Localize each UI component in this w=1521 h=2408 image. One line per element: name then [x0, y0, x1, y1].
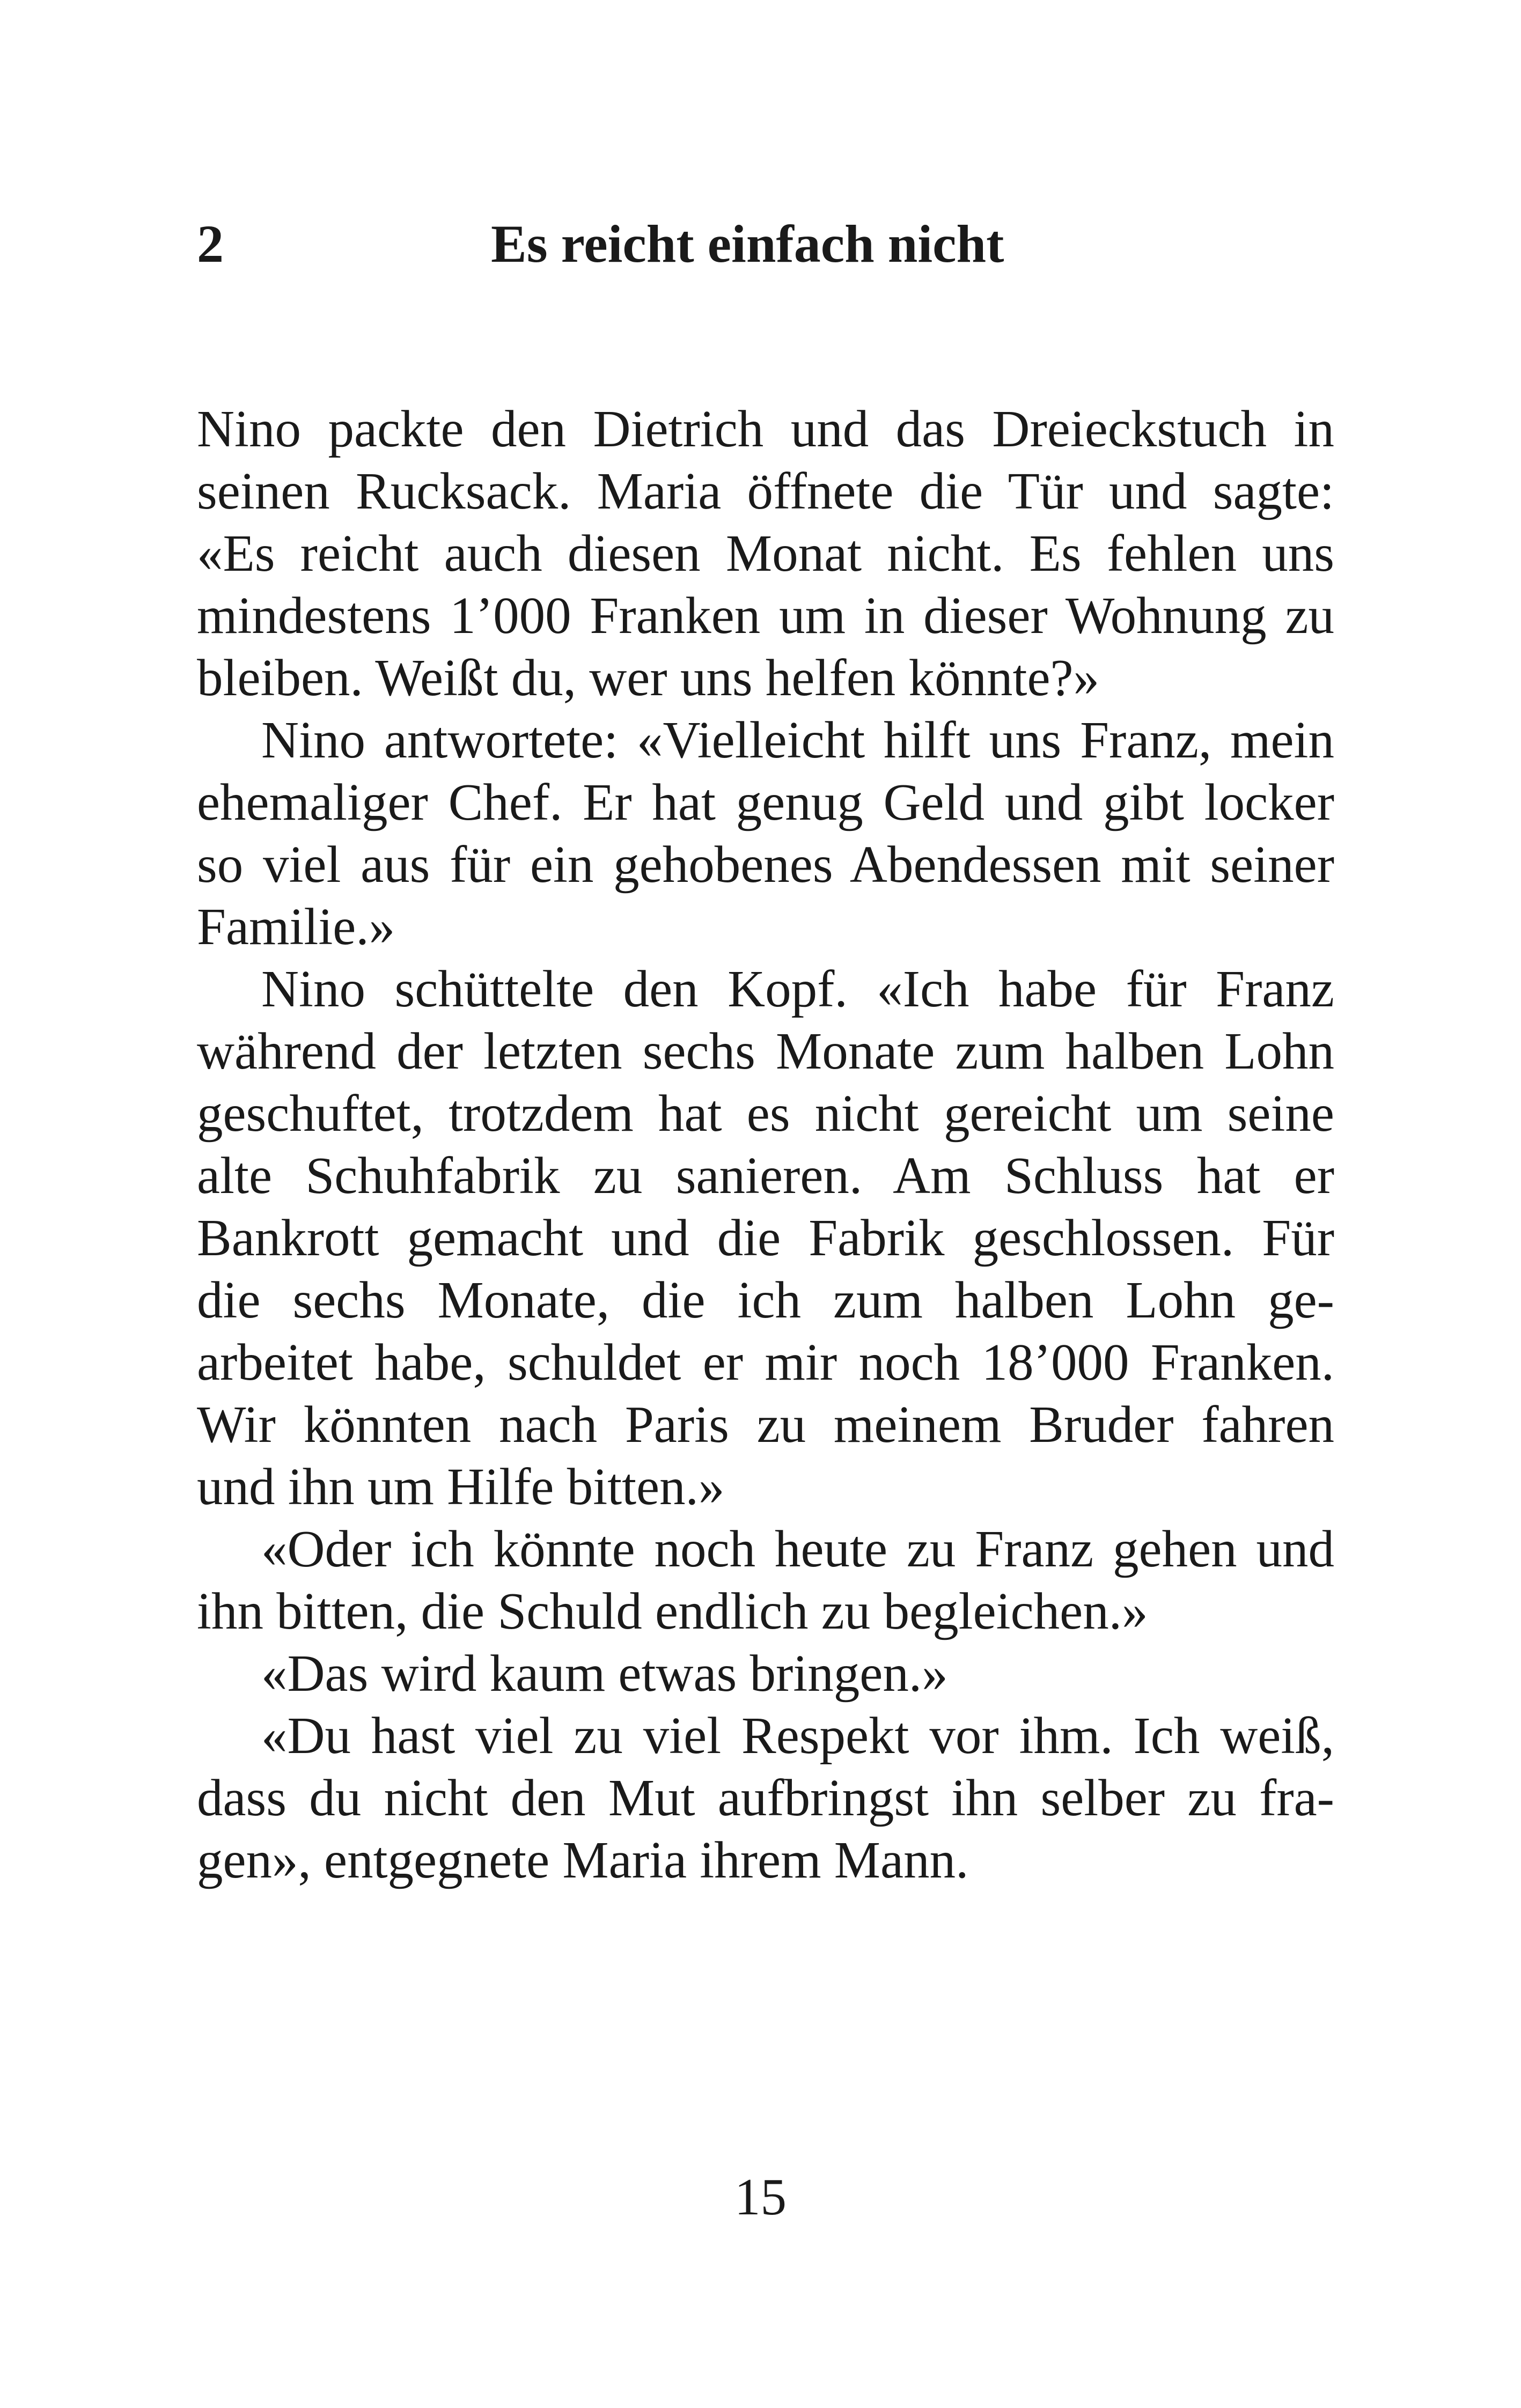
text-line: arbeitet habe, schuldet er mir noch 18’000 Franken. — [197, 1334, 1334, 1391]
text-line: geschuftet, trotzdem hat es nicht gereicht um seine — [197, 1085, 1334, 1142]
text-line: seinen Rucksack. Maria öffnete die Tür und sagte: — [197, 462, 1334, 520]
text-line: Wir könnten nach Paris zu meinem Bruder fahren — [197, 1396, 1334, 1453]
text-line: Nino packte den Dietrich und das Dreieckstuch in — [197, 400, 1334, 458]
text-line: Bankrott gemacht und die Fabrik geschlossen. Für — [197, 1209, 1334, 1266]
text-line: ehemaliger Chef. Er hat genug Geld und gibt locker — [197, 774, 1334, 831]
text-line: alte Schuhfabrik zu sanieren. Am Schluss hat er — [197, 1147, 1334, 1204]
text-line: ihn bitten, die Schuld endlich zu begleichen.» — [197, 1582, 1148, 1640]
text-line: «Es reicht auch diesen Monat nicht. Es fehlen uns — [197, 525, 1334, 582]
text-line: die sechs Monate, die ich zum halben Lohn ge- — [197, 1271, 1334, 1329]
page-number: 15 — [734, 2168, 787, 2226]
text-line: «Du hast viel zu viel Respekt vor ihm. Ich weiß, — [261, 1707, 1334, 1764]
text-line: «Das wird kaum etwas bringen.» — [261, 1645, 948, 1702]
chapter-number: 2 — [197, 214, 224, 274]
text-line: und ihn um Hilfe bitten.» — [197, 1458, 725, 1515]
text-line: dass du nicht den Mut aufbringst ihn selber zu fra- — [197, 1769, 1334, 1827]
text-line: so viel aus für ein gehobenes Abendessen mit seiner — [197, 836, 1334, 893]
text-line: Nino schüttelte den Kopf. «Ich habe für Franz — [261, 960, 1334, 1018]
text-line: «Oder ich könnte noch heute zu Franz gehen und — [261, 1520, 1334, 1578]
text-line: Familie.» — [197, 898, 395, 955]
text-line: gen», entgegnete Maria ihrem Mann. — [197, 1831, 969, 1889]
text-line: bleiben. Weißt du, wer uns helfen könnte?» — [197, 649, 1100, 706]
text-line: Nino antwortete: «Vielleicht hilft uns Franz, mein — [261, 711, 1334, 769]
chapter-title: Es reicht einfach nicht — [491, 214, 1004, 274]
text-line: während der letzten sechs Monate zum halben Lohn — [197, 1022, 1334, 1080]
text-line: mindestens 1’000 Franken um in dieser Wohnung zu — [197, 587, 1334, 644]
body-text — [197, 398, 1334, 1891]
